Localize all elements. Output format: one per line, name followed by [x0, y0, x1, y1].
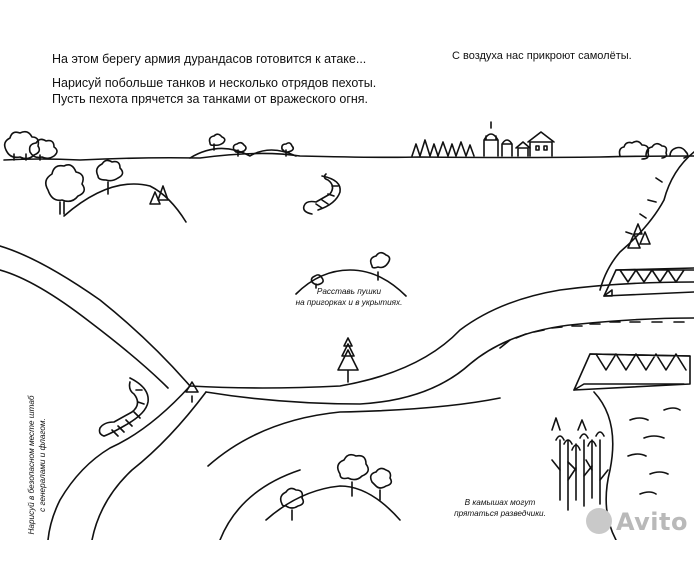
hq-note-line-1: Нарисуй в безопасном месте штаб — [27, 395, 36, 535]
reeds-icon — [552, 418, 608, 510]
avito-logo-icon — [586, 508, 612, 534]
tree-round-large — [46, 165, 85, 214]
intro-text-block — [52, 51, 392, 115]
guns-note-line-2: на пригорках и в укрытиях. — [295, 298, 403, 307]
tree-bottom-2 — [338, 455, 369, 496]
road-fork-branch — [48, 386, 190, 540]
reeds-note-line-2: прятаться разведчики. — [454, 509, 546, 518]
tank-column-left — [100, 378, 149, 436]
tree-middle-hill — [371, 253, 390, 280]
hq-note-line-2: с генералами и флагом. — [38, 418, 47, 512]
conifers-small — [150, 186, 168, 204]
reeds-note — [452, 497, 548, 519]
village-icon — [412, 122, 554, 156]
guns-note-line-1: Расставь пушки — [316, 287, 382, 296]
hq-note — [26, 360, 48, 570]
road-lower-2 — [220, 470, 300, 540]
tank-column-top — [304, 174, 341, 214]
tree-bottom-3 — [371, 468, 392, 500]
guns-note — [286, 286, 412, 308]
road-center-dashes — [500, 322, 684, 348]
watermark-text: Avito — [615, 508, 688, 536]
road-fork-branch-2 — [92, 392, 206, 540]
far-tree-cluster-left — [5, 132, 57, 160]
reeds-note-line-1: В камышах могут — [464, 498, 536, 507]
bridge-lower — [574, 354, 690, 390]
road-main-upper — [190, 282, 694, 388]
intro-line-1: На этом берегу армия дурандасов готовится к атаке... — [52, 52, 367, 66]
river-ripples — [628, 408, 680, 494]
tree-bottom-1 — [281, 488, 304, 520]
intro-line-3: Пусть пехота прячется за танками от вражеского огня. — [52, 92, 369, 106]
intro-line-2: Нарисуй побольше танков и несколько отрядов пехоты. — [52, 76, 377, 90]
avito-watermark — [586, 508, 688, 536]
planes-note: С воздуха нас прикроют самолёты. — [452, 50, 632, 62]
signpost-icon — [186, 382, 198, 402]
horizon-line — [4, 153, 694, 160]
conifer-center — [338, 338, 358, 382]
distant-tree — [210, 134, 225, 150]
bank-hatching — [626, 178, 662, 234]
bank-trees — [628, 224, 650, 248]
hill-left — [64, 184, 186, 222]
